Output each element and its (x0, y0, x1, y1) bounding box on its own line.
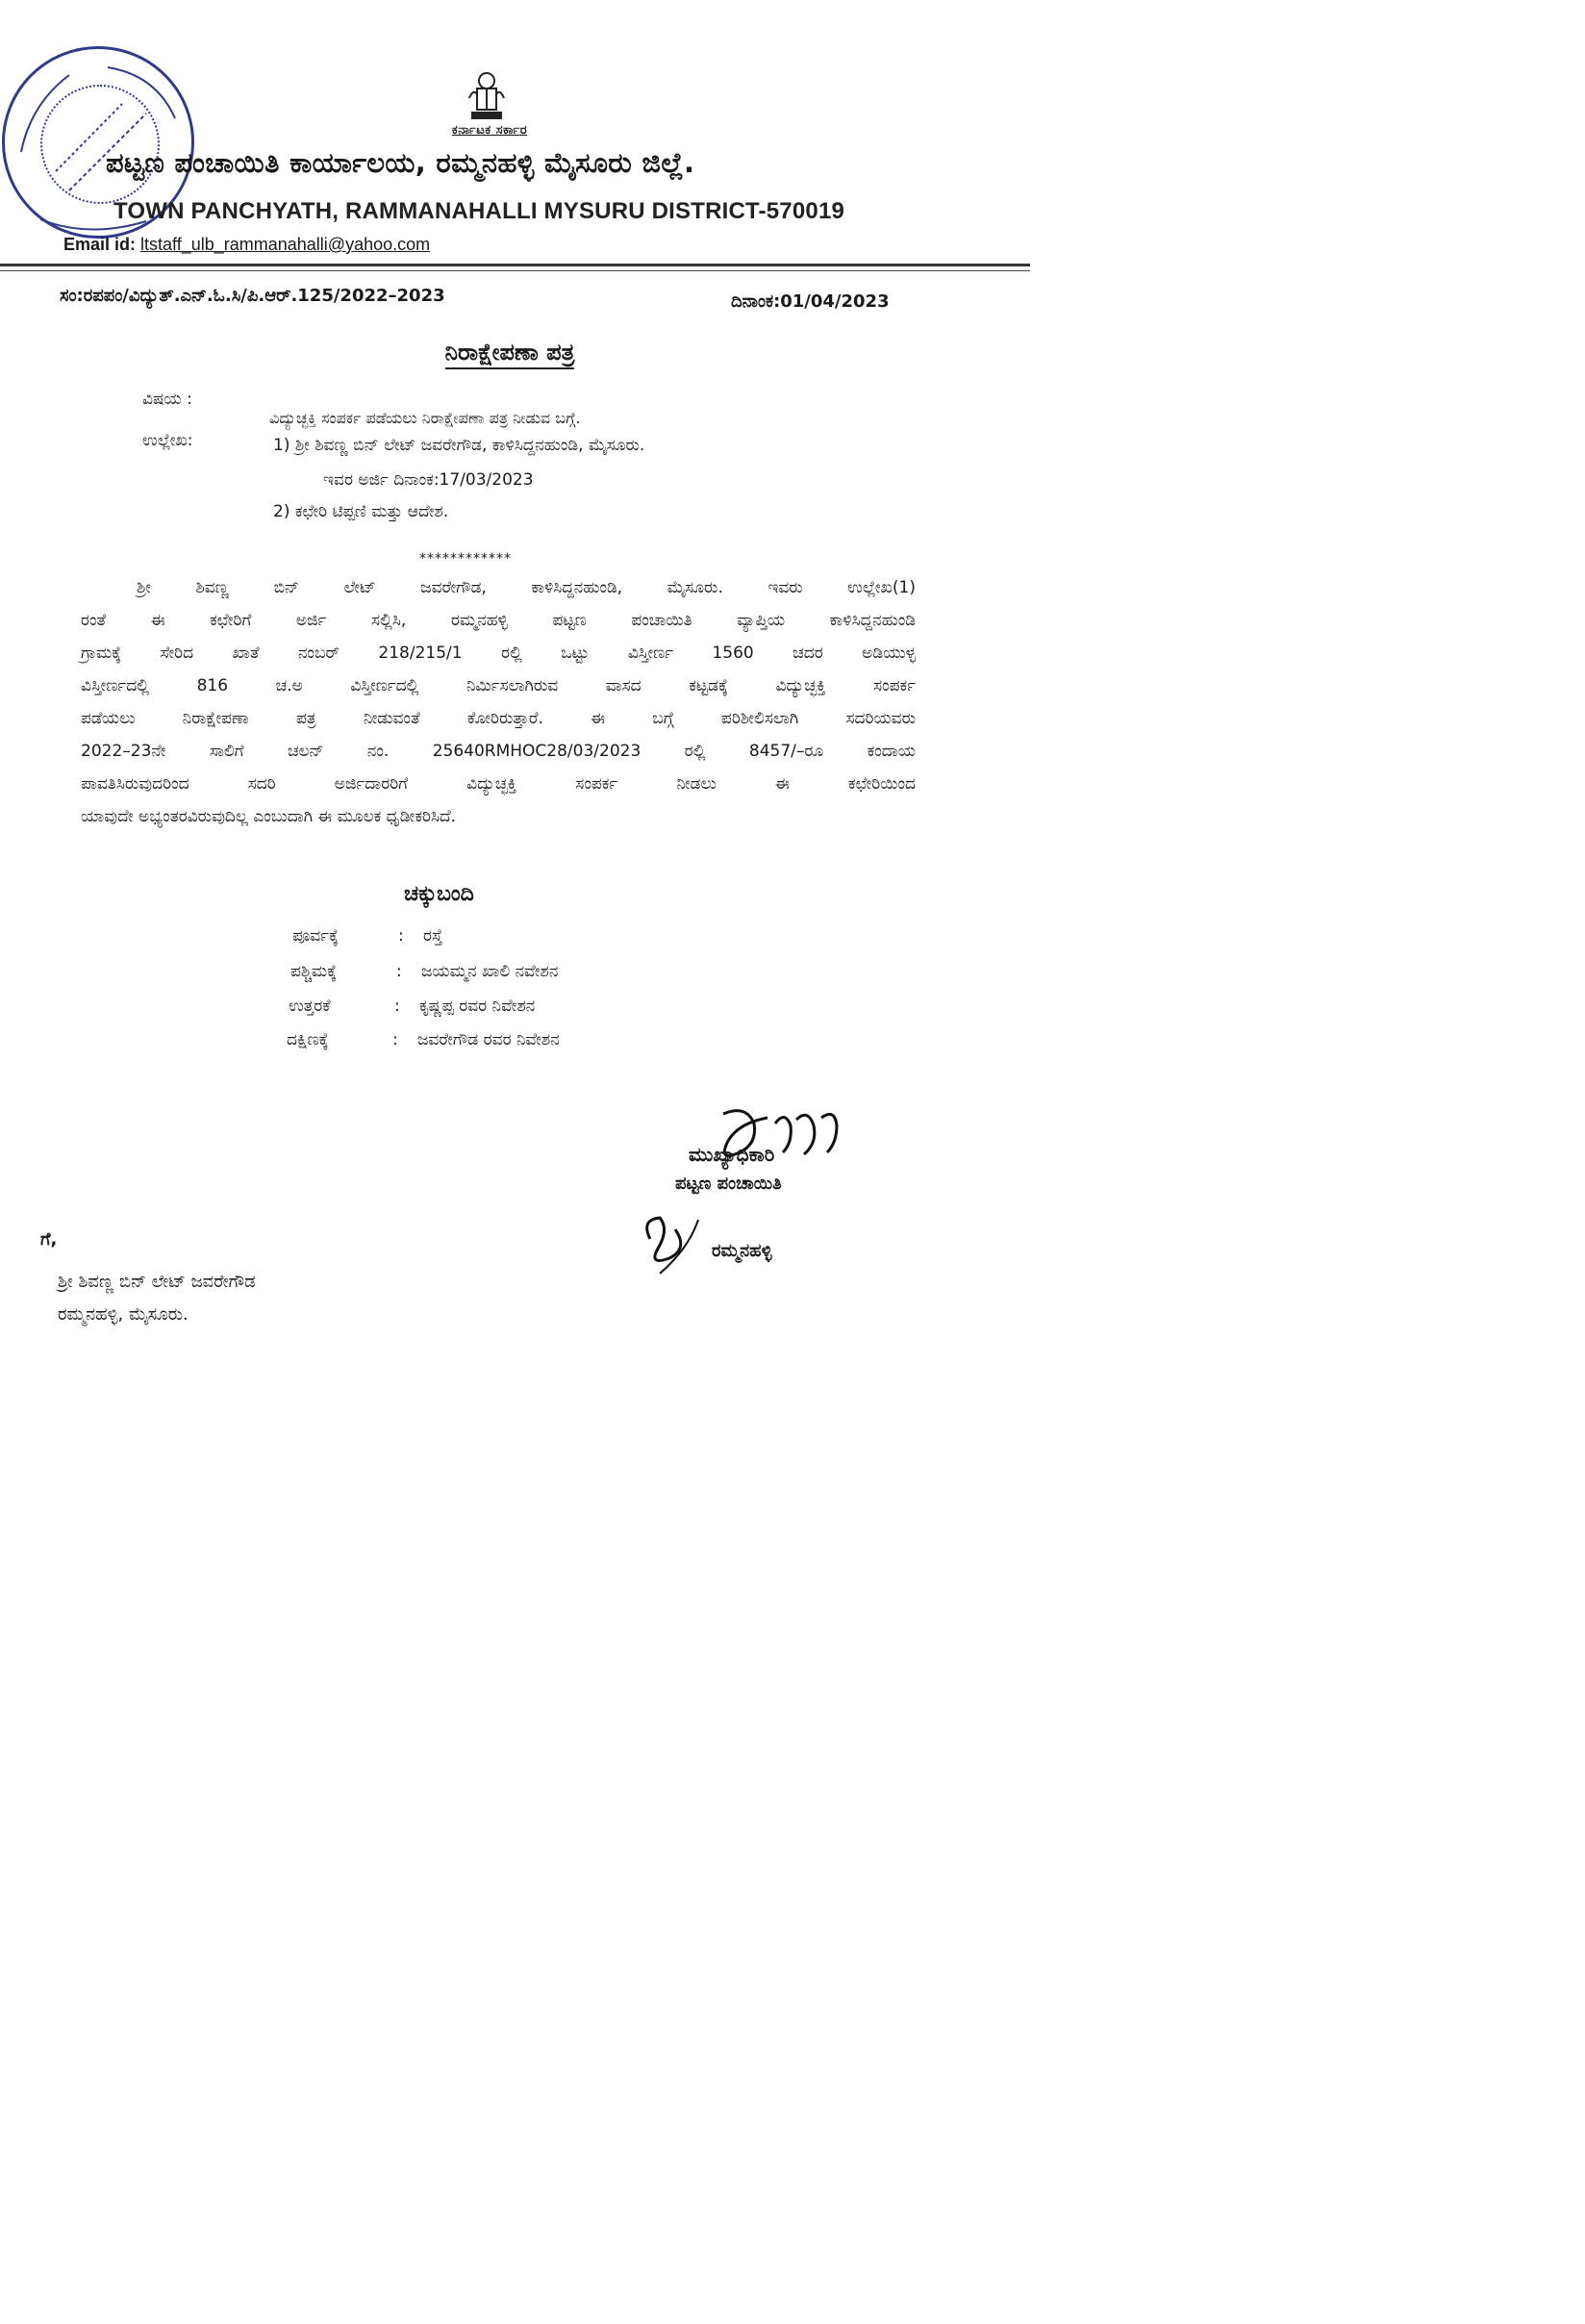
document-heading (365, 339, 654, 366)
body-line: 2022–23ನೇ ಸಾಲಿಗೆ ಚಲನ್ ನಂ. 25640RMHOC28/03/2023 ರಲ್ಲಿ 8457/–ರೂ ಕಂದಾಯ (81, 742, 916, 761)
boundary-separator: : (396, 962, 402, 981)
subject-text: ವಿದ್ಯುಚ್ಛಕ್ತಿ ಸಂಪರ್ಕ ಪಡೆಯಲು ನಿರಾಕ್ಷೇಪಣಾ ಪತ್ರ ನೀಡುವ ಬಗ್ಗೆ. (269, 409, 581, 427)
email-link[interactable]: ltstaff_ulb_rammanahalli@yahoo.com (140, 235, 431, 254)
boundary-direction: ಉತ್ತರಕೆ (289, 997, 331, 1016)
references-label: ಉಲ್ಲೇಖ: (142, 431, 193, 450)
government-line: ಕರ್ನಾಟಕ ಸರ್ಕಾರ (451, 123, 528, 138)
office-title-english: TOWN PANCHYATH, RAMMANAHALLI MYSURU DISTRICT-570019 (113, 198, 845, 224)
letter-date: ದಿನಾಂಕ:01/04/2023 (731, 291, 890, 312)
body-line: ಪಾವತಿಸಿರುವುದರಿಂದ ಸದರಿ ಅರ್ಜಿದಾರರಿಗೆ ವಿದ್ಯುಚ್ಛಕ್ತಿ ಸಂಪರ್ಕ ನೀಡಲು ಈ ಕಛೇರಿಯಿಂದ (81, 774, 916, 794)
karnataka-emblem-icon (460, 69, 514, 125)
body-line: ಪಡೆಯಲು ನಿರಾಕ್ಷೇಪಣಾ ಪತ್ರ ನೀಡುವಂತೆ ಕೋರಿರುತ್ತಾರೆ. ಈ ಬಗ್ಗೆ ಪರಿಶೀಲಿಸಲಾಗಿ ಸದರಿಯವರು (81, 709, 916, 728)
email-row (63, 235, 641, 255)
boundary-separator: : (398, 926, 404, 946)
boundary-direction: ಪೂರ್ವಕ್ಕೆ (292, 926, 339, 946)
boundary-separator: : (392, 1030, 398, 1049)
signatory-office: ಪಟ್ಟಣ ಪಂಚಾಯಿತಿ (675, 1174, 782, 1194)
boundary-value: ಜಯಮ್ಮನ ಖಾಲಿ ನವೇಶನ (421, 962, 559, 981)
body-line: ಯಾವುದೇ ಅಭ್ಯಂತರವಿರುವುದಿಲ್ಲ ಎಂಬುದಾಗಿ ಈ ಮೂಲಕ ಧೃಡೀಕರಿಸಿದೆ. (81, 807, 457, 826)
header-divider-thick (0, 264, 1030, 266)
boundaries-heading: ಚಕ್ಕುಬಂದಿ (404, 882, 474, 906)
document-heading-text: ನಿರಾಕ್ಷೇಪಣಾ ಪತ್ರ (445, 339, 575, 369)
reference-item-2: 2) ಕಛೇರಿ ಟಿಪ್ಪಣಿ ಮತ್ತು ಆದೇಶ. (273, 502, 449, 521)
reference-item-1-date: ಇವರ ಅರ್ಜಿ ದಿನಾಂಕ:17/03/2023 (323, 470, 534, 490)
boundary-direction: ದಕ್ಷಿಣಕ್ಕೆ (287, 1030, 329, 1049)
body-line: ಶ್ರೀ ಶಿವಣ್ಣ ಬಿನ್ ಲೇಟ್ ಜವರೇಗೌಡ, ಕಾಳಿಸಿದ್ದನಹುಂಡಿ, ಮೈಸೂರು. ಇವರು ಉಲ್ಲೇಖ(1) (137, 578, 916, 597)
signatory-place: ರಮ್ಮನಹಳ್ಳಿ (712, 1241, 772, 1261)
body-line: ಗ್ರಾಮಕ್ಕೆ ಸೇರಿದ ಖಾತೆ ನಂಬರ್ 218/215/1 ರಲ್ಲಿ ಒಟ್ಟು ವಿಸ್ತೀರ್ಣ 1560 ಚದರ ಅಡಿಯುಳ್ಳ (81, 644, 916, 663)
body-line: ವಿಸ್ತೀರ್ಣದಲ್ಲಿ 816 ಚ.ಅ ವಿಸ್ತೀರ್ಣದಲ್ಲಿ ನಿರ್ಮಿಸಲಾಗಿರುವ ವಾಸದ ಕಟ್ಟಡಕ್ಕೆ ವಿದ್ಯುಚ್ಛಕ್ತಿ ಸಂಪರ್ಕ (81, 676, 916, 695)
boundary-row-west (290, 962, 558, 981)
section-separator: ************ (419, 551, 512, 567)
email-label: Email id: (63, 235, 137, 254)
boundary-direction: ಪಶ್ಚಿಮಕ್ಕೆ (290, 962, 338, 981)
office-title-kannada: ಪಟ್ಟಣ ಪಂಚಾಯಿತಿ ಕಾರ್ಯಾಲಯ, ರಮ್ಮನಹಳ್ಳಿ ಮೈಸೂರು ಜಿಲ್ಲೆ. (106, 146, 695, 179)
boundary-value: ಜವರೇಗೌಡ ರವರ ನಿವೇಶನ (417, 1030, 560, 1049)
boundary-row-south (287, 1030, 560, 1049)
addressee-name: ಶ್ರೀ ಶಿವಣ್ಣ ಬಿನ್ ಲೇಟ್ ಜವರೇಗೌಡ (58, 1272, 256, 1292)
reference-number: ಸಂ:ರಪಪಂ/ವಿದ್ಯುತ್.ಎನ್.ಓ.ಸಿ/ಪಿ.ಆರ್.125/2022–2023 (60, 286, 445, 306)
subject-label: ವಿಷಯ : (142, 390, 192, 409)
to-label: ಗೆ, (40, 1229, 58, 1250)
reference-item-1: 1) ಶ್ರೀ ಶಿವಣ್ಣ ಬಿನ್ ಲೇಟ್ ಜವರೇಗೌಡ, ಕಾಳಿಸಿದ್ದನಹುಂಡಿ, ಮೈಸೂರು. (273, 436, 645, 455)
boundary-separator: : (394, 997, 400, 1016)
addressee-place: ರಮ್ಮನಹಳ್ಳಿ, ಮೈಸೂರು. (58, 1304, 189, 1325)
boundary-row-north (289, 997, 535, 1016)
header-divider-thin (0, 270, 1030, 271)
boundary-value: ಕೃಷ್ಣಪ್ಪ ರವರ ನಿವೇಶನ (419, 997, 536, 1016)
boundary-row-east (292, 926, 442, 946)
signatory-title: ಮುಖ್ಯಾಧಿಕಾರಿ (689, 1143, 775, 1166)
boundary-value: ರಸ್ತೆ (423, 926, 443, 946)
body-paragraph (81, 571, 916, 833)
body-line: ರಂತೆ ಈ ಕಛೇರಿಗೆ ಅರ್ಜಿ ಸಲ್ಲಿಸಿ, ರಮ್ಮನಹಳ್ಳಿ ಪಟ್ಟಣ ಪಂಚಾಯಿತಿ ವ್ಯಾಪ್ತಿಯ ಕಾಳಿಸಿದ್ದನಹುಂಡಿ (81, 611, 916, 630)
